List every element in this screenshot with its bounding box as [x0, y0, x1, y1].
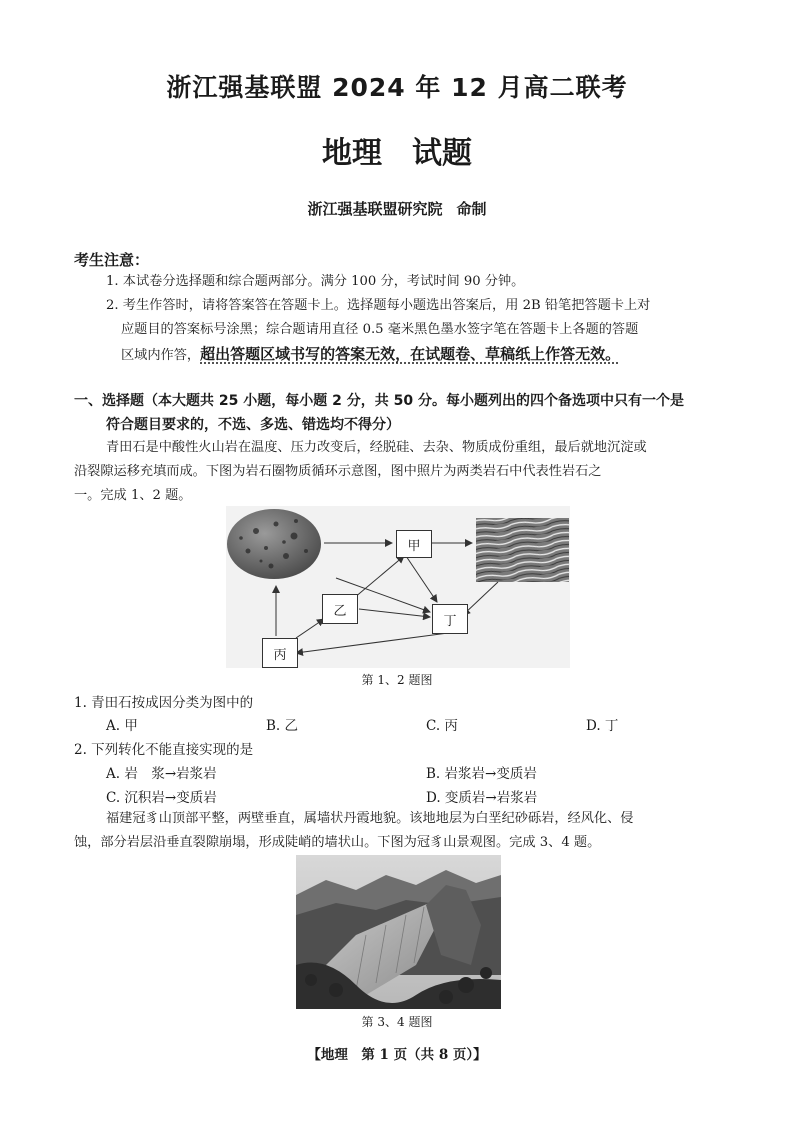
notice-heading: 考生注意： — [74, 251, 150, 269]
q1-option-c: C. 丙 — [426, 718, 458, 734]
notice-emphasis: 超出答题区域书写的答案无效，在试题卷、草稿纸上作答无效。 — [200, 345, 621, 363]
notice-item-2-text: 区域内作答， — [121, 348, 201, 363]
notice-item-2-line-3 — [121, 343, 620, 367]
q2-option-c: C. 沉积岩→变质岩 — [106, 790, 217, 806]
q1-option-a: A. 甲 — [106, 718, 138, 734]
q1-option-b: B. 乙 — [266, 718, 299, 734]
notice-item-2-line-2: 应题目的答案标号涂黑；综合题请用直径 0.5 毫米黑色墨水签字笔在答题卡上各题的答题 — [121, 322, 639, 337]
passage-1-line-2: 沿裂隙运移充填而成。下图为岩石圈物质循环示意图，图中照片为两类岩石中代表性岩石之 — [74, 464, 602, 479]
section-1-header-line-2: 符合题目要求的，不选、多选、错选均不得分） — [106, 417, 400, 433]
q2-option-d: D. 变质岩→岩浆岩 — [426, 790, 538, 806]
node-jia: 甲 — [396, 530, 432, 558]
section-1-header-line-1: 一、选择题（本大题共 25 小题，每小题 2 分，共 50 分。每小题列出的四个备选项中只有一个是 — [74, 393, 684, 409]
passage-2-line-1: 福建冠豸山顶部平整，两壁垂直，属墙状丹霞地貌。该地地层为白垩纪砂砾岩，经风化、侵 — [106, 811, 634, 826]
passage-2-line-2: 蚀，部分岩层沿垂直裂隙崩塌，形成陡峭的墙状山。下图为冠豸山景观图。完成 3、4 题。 — [74, 835, 601, 850]
maker-line — [0, 198, 794, 219]
subject-title: 地理 试题 — [322, 136, 472, 171]
q2-option-b: B. 岩浆岩→变质岩 — [426, 766, 537, 782]
figure-2-caption: 第 3、4 题图 — [361, 1015, 433, 1029]
notice-item-1: 1. 本试卷分选择题和综合题两部分。满分 100 分，考试时间 90 分钟。 — [106, 274, 525, 289]
q1-stem: 1. 青田石按成因分类为图中的 — [74, 695, 254, 711]
page-footer: 【地理 第 1 页（共 8 页）】 — [307, 1047, 487, 1063]
notice-item-2-line-1: 2. 考生作答时，请将答案答在答题卡上。选择题每小题选出答案后，用 2B 铅笔把答题卡上对 — [106, 298, 651, 313]
exam-title: 浙江强基联盟 2024 年 12 月高二联考 — [166, 73, 628, 102]
guanzhishan-landscape-photo — [296, 855, 501, 1009]
pumice-rock-photo — [227, 509, 321, 579]
q2-stem: 2. 下列转化不能直接实现的是 — [74, 742, 254, 758]
maker-role: 命制 — [456, 200, 487, 218]
rock-cycle-figure — [226, 506, 570, 668]
layered-rock-photo — [476, 518, 569, 582]
q2-option-a: A. 岩 浆→岩浆岩 — [106, 766, 217, 782]
figure-1-caption: 第 1、2 题图 — [361, 673, 433, 687]
node-ding: 丁 — [432, 604, 468, 634]
maker-org: 浙江强基联盟研究院 — [307, 200, 443, 218]
q1-option-d: D. 丁 — [586, 718, 619, 734]
landscape-illustration — [296, 855, 501, 1009]
node-bing: 丙 — [262, 638, 298, 668]
passage-1-line-3: 一。完成 1、2 题。 — [74, 488, 192, 503]
node-yi: 乙 — [322, 594, 358, 624]
passage-1-line-1: 青田石是中酸性火山岩在温度、压力改变后，经脱硅、去杂、物质成份重组，最后就地沉淀或 — [106, 440, 647, 455]
